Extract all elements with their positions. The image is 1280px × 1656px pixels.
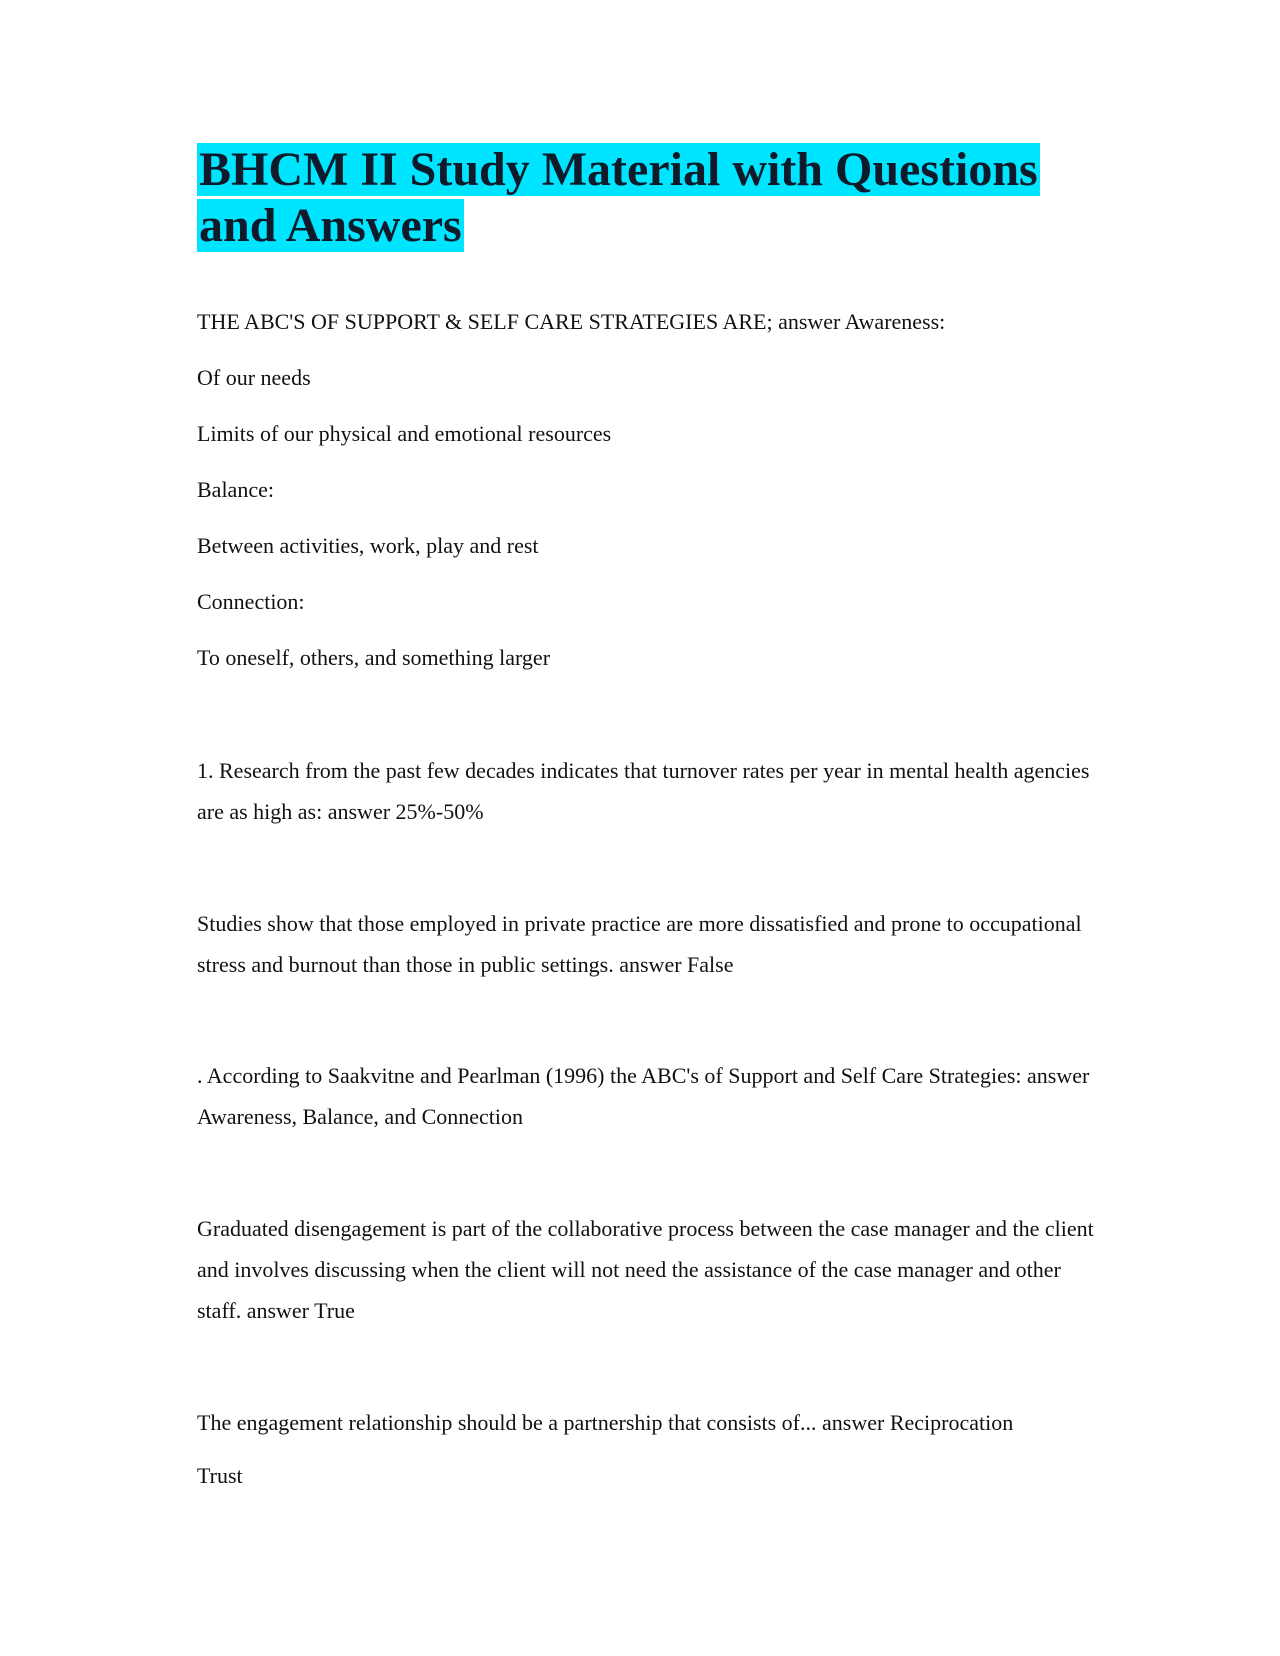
qa-item-engagement-relationship: The engagement relationship should be a partnership that consists of... answer Reciprocation xyxy=(197,1410,1014,1435)
qa-item-graduated-disengagement: Graduated disengagement is part of the collaborative process between the case manager and the client and involves discussing when the client will not need the assistance of the case manager and other staff. answer True xyxy=(197,1216,1094,1323)
abc-line-needs: Of our needs xyxy=(197,365,311,390)
trailing-line-trust: Trust xyxy=(197,1463,243,1488)
abc-line-limits: Limits of our physical and emotional resources xyxy=(197,421,612,446)
qa-item-private-practice: Studies show that those employed in private practice are more dissatisfied and prone to occupational stress and burnout than those in public settings. answer False xyxy=(197,911,1082,977)
abc-line-oneself: To oneself, others, and something larger xyxy=(197,645,551,670)
qa-item-turnover: 1. Research from the past few decades indicates that turnover rates per year in mental health agencies are as high as: answer 25%-50% xyxy=(197,758,1090,824)
qa-item-abc-support: . According to Saakvitne and Pearlman (1996) the ABC's of Support and Self Care Strategies: answer Awareness, Balance, and Connection xyxy=(197,1063,1090,1129)
abc-line-activities: Between activities, work, play and rest xyxy=(197,533,539,558)
title-highlight: BHCM II Study Material with Questions and Answers xyxy=(199,143,1038,252)
document-title xyxy=(197,142,1077,254)
abc-line-balance: Balance: xyxy=(197,477,274,502)
abc-line-connection: Connection: xyxy=(197,589,305,614)
abc-heading: THE ABC'S OF SUPPORT & SELF CARE STRATEGIES ARE; answer Awareness: xyxy=(197,309,946,334)
